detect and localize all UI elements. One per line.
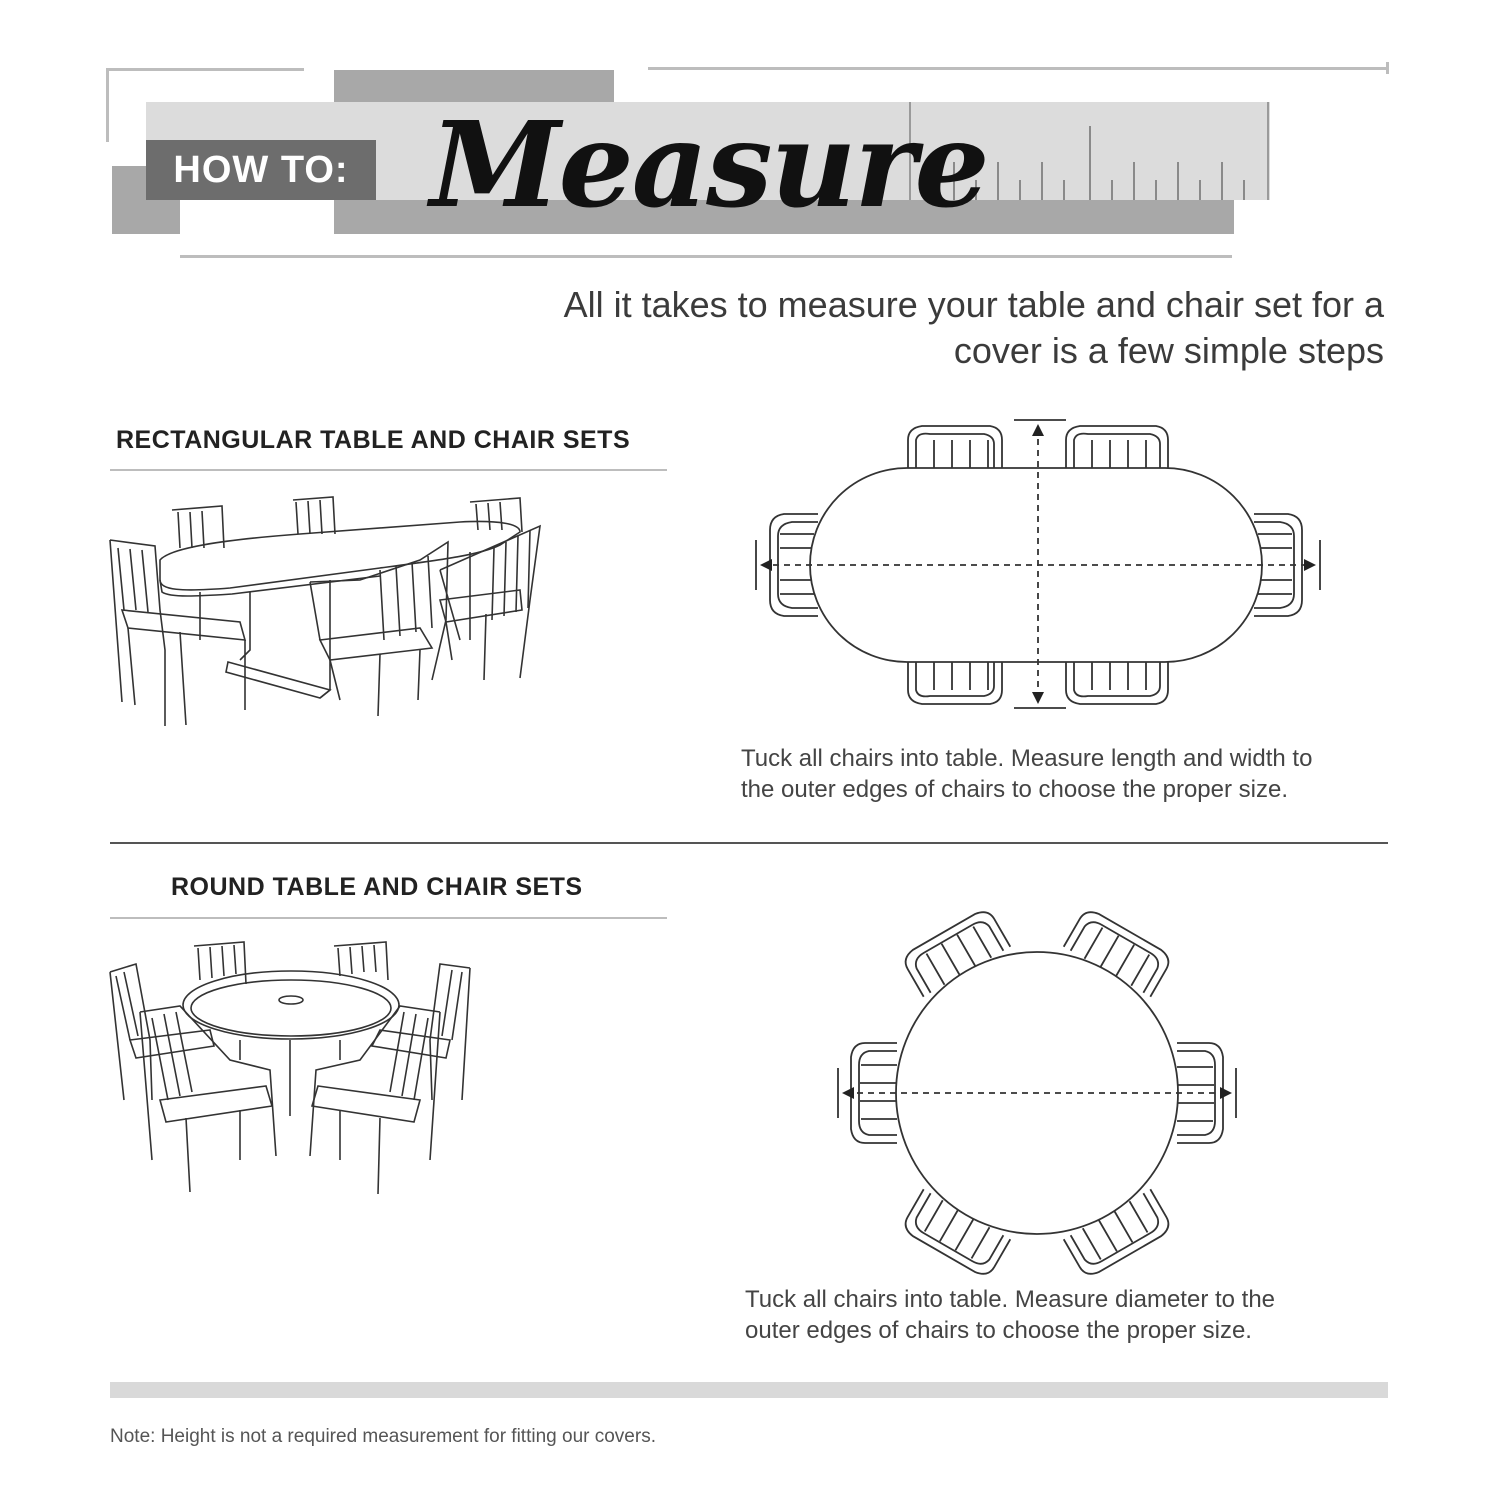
footnote: Note: Height is not a required measurement for fitting our covers. <box>110 1426 656 1447</box>
page-title: Measure <box>430 95 988 234</box>
caption-rectangular-line2: the outer edges of chairs to choose the proper size. <box>741 776 1288 803</box>
caption-rectangular-line1: Tuck all chairs into table. Measure length and width to <box>741 745 1313 772</box>
footer-bar <box>110 1382 1388 1398</box>
section-title-rectangular: RECTANGULAR TABLE AND CHAIR SETS <box>116 426 631 454</box>
caption-round-line2: outer edges of chairs to choose the proper size. <box>745 1317 1252 1344</box>
section-title-round: ROUND TABLE AND CHAIR SETS <box>171 873 583 901</box>
caption-round-line1: Tuck all chairs into table. Measure diameter to the <box>745 1286 1276 1313</box>
howto-badge: HOW TO: <box>146 140 376 200</box>
intro-text: All it takes to measure your table and chair set for a cover is a few simple steps <box>563 284 1384 371</box>
